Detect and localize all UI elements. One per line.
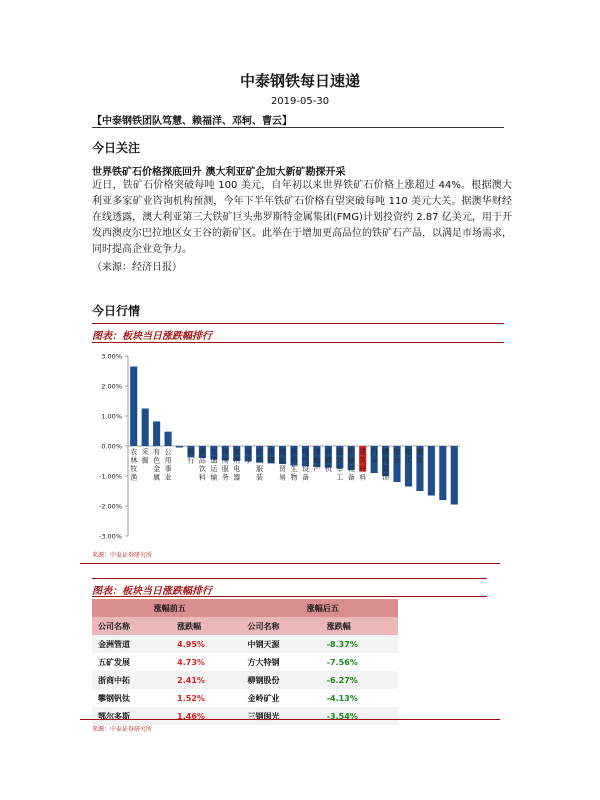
- y-tick-label: -1.00%: [99, 472, 122, 481]
- sector-change-chart: [88, 346, 468, 546]
- col-company-header: 公司名称: [242, 617, 321, 635]
- top-change: 1.46%: [171, 707, 241, 725]
- x-tick-label: 交通运输: [210, 448, 218, 482]
- x-tick-label: 农林牧渔: [130, 448, 138, 482]
- top-company: 浙商中拓: [92, 671, 171, 689]
- x-tick-label: 综合: [393, 448, 401, 465]
- x-tick-label: 电子: [244, 448, 252, 465]
- x-tick-label: 采掘: [141, 448, 149, 465]
- bar: [439, 446, 446, 500]
- market-section-title: 今日行情: [92, 304, 141, 318]
- y-tick-label: 2.00%: [101, 382, 122, 391]
- table-row: [92, 689, 398, 707]
- y-tick-label: -2.00%: [99, 502, 122, 511]
- chart-bars: [130, 367, 458, 505]
- bottom-change: -3.54%: [321, 707, 398, 725]
- top-change: 4.95%: [171, 635, 241, 653]
- bottom-five-header: 涨幅后五: [242, 599, 398, 617]
- rank-table: [92, 599, 398, 725]
- figure1-title: 图表：板块当日涨跌幅排行: [92, 331, 212, 342]
- figure2-bottom-rule: [80, 719, 500, 720]
- table-row: [92, 635, 398, 653]
- team-authors: 【中泰钢铁团队笃慧、赖福洋、邓轲、曹云】: [92, 116, 292, 127]
- figure1-bottom-rule: [80, 563, 500, 564]
- top-change: 2.41%: [171, 671, 241, 689]
- x-tick-label: 建筑装饰: [382, 448, 390, 482]
- bottom-company: 柳钢股份: [242, 671, 321, 689]
- x-tick-label: 公用事业: [164, 448, 172, 482]
- figure2-title: 图表：板块当日涨跌幅排行: [92, 586, 212, 597]
- x-tick-label: 国防军工: [336, 448, 344, 482]
- bar: [153, 421, 160, 446]
- figure1-title-rule: [92, 342, 504, 343]
- report-date: 2019-05-30: [270, 96, 330, 107]
- bar: [165, 432, 172, 446]
- bar: [451, 446, 458, 505]
- x-tick-label: 汽车: [370, 448, 378, 465]
- bottom-company: 金岭矿业: [242, 689, 321, 707]
- top-company: 金洲管道: [92, 635, 171, 653]
- y-tick-label: 1.00%: [101, 412, 122, 421]
- top-change: 1.52%: [171, 689, 241, 707]
- bottom-change: -4.13%: [321, 689, 398, 707]
- focus-source: （来源：经济日报）: [92, 262, 182, 273]
- x-tick-label: 商业贸易: [279, 448, 287, 482]
- figure2-title-rule: [92, 596, 487, 597]
- figure2-top-rule: [92, 578, 487, 579]
- x-tick-label: 食品饮料: [198, 448, 206, 482]
- bottom-company: 中钢天源: [242, 635, 321, 653]
- bar: [142, 409, 149, 447]
- col-change-header: 涨跌幅: [321, 617, 398, 635]
- x-tick-label: 房地产: [313, 448, 321, 473]
- bottom-change: -6.27%: [321, 671, 398, 689]
- chart-x-labels: [130, 447, 423, 482]
- bottom-company: 三钢闽光: [242, 707, 321, 725]
- x-tick-label: 纺织服装: [256, 448, 264, 482]
- table-row: [92, 671, 398, 689]
- bottom-company: 方大特钢: [242, 653, 321, 671]
- x-tick-label: 建筑材料: [359, 448, 367, 482]
- top-company: 鄂尔多斯: [92, 707, 171, 725]
- x-tick-label: 机械设备: [347, 448, 355, 482]
- x-tick-label: 银行: [187, 448, 195, 465]
- top-company: 攀钢钒钛: [92, 689, 171, 707]
- table-row: [92, 707, 398, 725]
- y-tick-label: 3.00%: [101, 352, 122, 361]
- y-tick-label: -3.00%: [99, 532, 122, 541]
- top-change: 4.73%: [171, 653, 241, 671]
- figure1-top-rule: [92, 323, 504, 324]
- x-tick-label: 化工: [404, 448, 412, 465]
- header-divider: [92, 127, 504, 128]
- focus-section-title: 今日关注: [92, 141, 141, 155]
- bar: [176, 446, 183, 448]
- x-tick-label: 家用电器: [233, 448, 241, 482]
- report-title: 中泰钢铁每日速递: [239, 72, 360, 90]
- bottom-change: -7.56%: [321, 653, 398, 671]
- focus-headline: 世界铁矿石价格探底回升 澳大利亚矿企加大新矿勘探开采: [92, 167, 346, 178]
- x-tick-label: 电气设备: [301, 448, 309, 482]
- x-tick-label: 钢铁: [416, 448, 424, 465]
- focus-body: 近日，铁矿石价格突破每吨 100 美元，自年初以来世界铁矿石价格上涨超过 44%。根据澳大利亚多家矿业咨询机构预测，今年下半年铁矿石价格有望突破每吨 110 美元大关。据澳华财经在线透露，澳大利亚第三大铁矿巨头弗罗斯特金属集团(FMG)计划投资约 2.87 亿美元，用于开发西澳皮尔巴拉地区女王谷的新矿区。此举在于增加更高品位的铁矿石产品，以满足市场需求，同时提高企业竞争力。: [92, 180, 512, 255]
- col-company-header: 公司名称: [92, 617, 171, 635]
- bar: [428, 446, 435, 496]
- x-tick-label: 传媒: [267, 448, 275, 465]
- x-tick-label: 医药生物: [290, 448, 298, 482]
- x-tick-label: 休闲服务: [221, 448, 229, 482]
- y-tick-label: 0.00%: [101, 442, 122, 451]
- top-company: 五矿发展: [92, 653, 171, 671]
- figure2-source: 来源：中泰证券研究所: [92, 726, 153, 733]
- bottom-change: -8.37%: [321, 635, 398, 653]
- table-row: [92, 653, 398, 671]
- col-change-header: 涨跌幅: [171, 617, 241, 635]
- x-tick-label: 有色金属: [153, 448, 161, 482]
- x-tick-label: 计算机: [324, 448, 332, 473]
- top-five-header: 涨幅前五: [92, 599, 242, 617]
- bar: [130, 367, 137, 447]
- figure1-source: 来源：中泰证券研究所: [92, 552, 153, 559]
